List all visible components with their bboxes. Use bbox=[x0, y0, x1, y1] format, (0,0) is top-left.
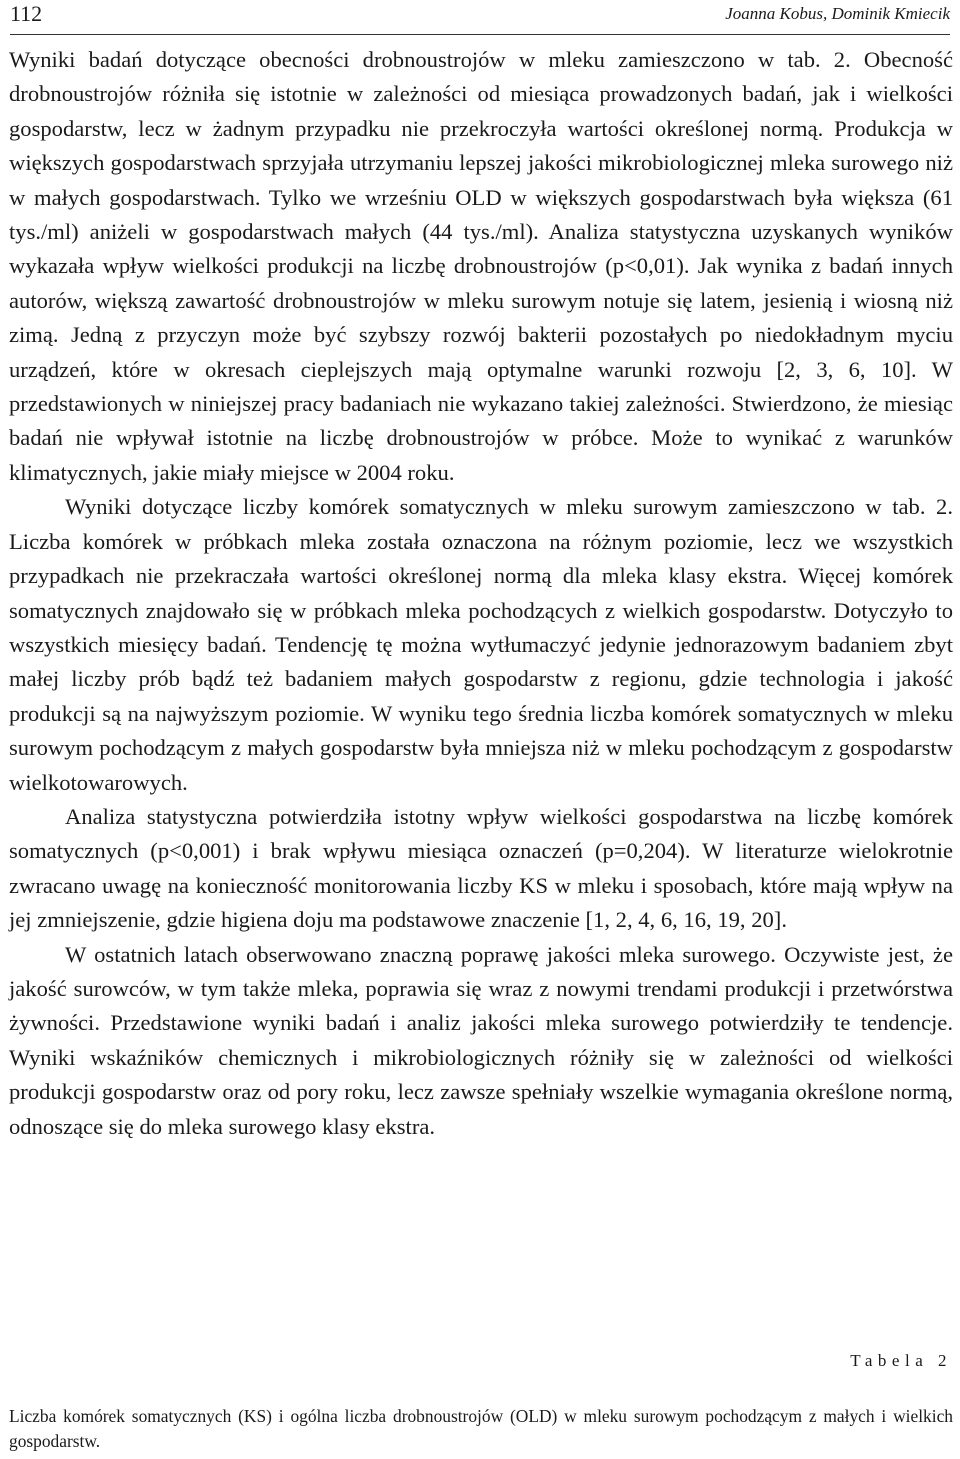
running-head-authors: Joanna Kobus, Dominik Kmiecik bbox=[725, 4, 950, 23]
paragraph-microorganisms: Wyniki badań dotyczące obecności drobnoustrojów w mleku zamieszczono w tab. 2. Obecność drobnoustrojów różniła się istotnie w zależności od miesiąca prowadzonych badań, jak i wielkości gospodarstw, lecz w żadnym przypadku nie przekroczyła wartości określonej normą. Produkcja w większych gospodarstwach sprzyjała utrzymaniu lepszej jakości mikrobiologicznej mleka surowego niż w małych gospodarstwach. Tylko we wrześniu OLD w większych gospodarstwach była większa (61 tys./ml) aniżeli w gospodarstwach małych (44 tys./ml). Analiza statystyczna uzyskanych wyników wykazała wpływ wielkości produkcji na liczbę drobnoustrojów (p<0,01). Jak wynika z badań innych autorów, większą zawartość drobnoustrojów w mleku surowym notuje się latem, jesienią i wiosną niż zimą. Jedną z przyczyn może być szybszy rozwój bakterii pozostałych po niedokładnym myciu urządzeń, które w okresach cieplejszych mają optymalne warunki rozwoju [2, 3, 6, 10]. W przedstawionych w niniejszej pracy badaniach nie wykazano takiej zależności. Stwierdzono, że miesiąc badań nie wpływał istotnie na liczbę drobnoustrojów w próbce. Może to wynikać z warunków klimatycznych, jakie miały miejsce w 2004 roku. bbox=[9, 47, 953, 485]
paragraph-statistical-analysis: Analiza statystyczna potwierdziła istotny wpływ wielkości gospodarstwa na liczbę komórek somatycznych (p<0,001) i brak wpływu miesiąca oznaczeń (p=0,204). W literaturze wielokrotnie zwracano uwagę na konieczność monitorowania liczby KS w mleku i sposobach, które mają wpływ na jej zmniejszenie, gdzie higiena doju ma podstawowe znaczenie [1, 2, 4, 6, 16, 19, 20]. bbox=[9, 803, 953, 933]
table-caption: Liczba komórek somatycznych (KS) i ogólna liczba drobnoustrojów (OLD) w mleku surowym pochodzącym z małych i wielkich gospodarstw. bbox=[9, 1406, 953, 1451]
page-number: 112 bbox=[10, 1, 43, 26]
body-text bbox=[9, 43, 953, 1144]
paragraph-conclusions: W ostatnich latach obserwowano znaczną poprawę jakości mleka surowego. Oczywiste jest, że jakość surowców, w tym także mleka, poprawia się wraz z nowymi trendami produkcji i przetwórstwa żywności. Przedstawione wyniki badań i analiz jakości mleka surowego potwierdziły te tendencje. Wyniki wskaźników chemicznych i mikrobiologicznych różniły się w zależności od wielkości produkcji gospodarstw oraz od pory roku, lecz zawsze spełniały wszelkie wymagania określone normą, odnoszące się do mleka surowego klasy ekstra. bbox=[9, 941, 953, 1139]
page-header bbox=[10, 0, 950, 35]
table-label: Tabela 2 bbox=[850, 1351, 952, 1370]
paragraph-somatic-cells: Wyniki dotyczące liczby komórek somatycznych w mleku surowym zamieszczono w tab. 2. Liczba komórek w próbkach mleka została oznaczona na różnym poziomie, lecz we wszystkich przypadkach nie przekraczała wartości określonej normą dla mleka klasy ekstra. Więcej komórek somatycznych znajdowało się w próbkach mleka pochodzących z wielkich gospodarstw. Dotyczyło to wszystkich miesięcy badań. Tendencję tę można wytłumaczyć jedynie jednorazowym badaniem zbyt małej liczby prób bądź też badaniem małych gospodarstw z regionu, gdzie technologia i jakość produkcji są na najwyższym poziomie. W wyniku tego średnia liczba komórek somatycznych w mleku surowym pochodzącym z małych gospodarstw była mniejsza niż w mleku pochodzącym z gospodarstw wielkotowarowych. bbox=[9, 494, 953, 795]
